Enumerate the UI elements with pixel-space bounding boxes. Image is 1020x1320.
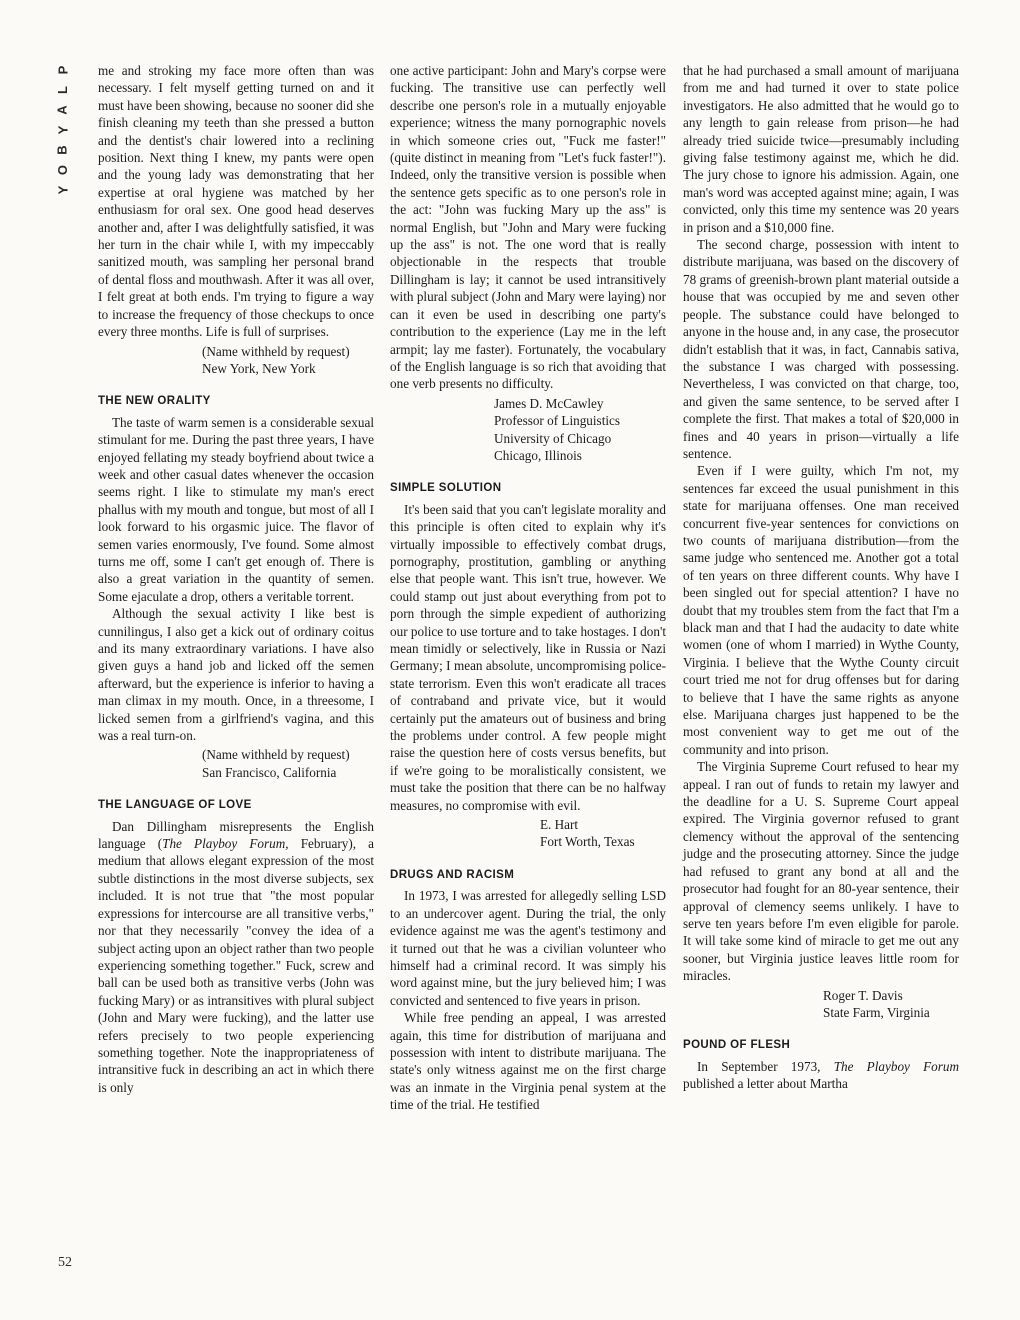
section-heading: POUND OF FLESH xyxy=(683,1039,791,1052)
letter-paragraph: one active participant: John and Mary's corpse were fucking. The transitive use can perfectly well describe one person's role in a mutually enjoyable experience; witness the many pornographic novels in which someone cries out, "Fuck me faster!" (quite distinct in meaning from "Let's fuck faster!"). Indeed, only the transitive version is possible when the sentence gets specific as to one person's role in the act: "John was fucking Mary up the ass" is normal English, but "John and Mary were fucking up the ass" is not. The one word that is really objectionable in the respects that trouble Dillingham is lay; it cannot be used intransitively with plural subject (John and Mary were laying) nor can it even be used in describing one party's contribution to the experience (Lay me in the left armpit; lay me faster). Fortunately, the vocabulary of the English language is so rich that avoiding that one verb presents no difficulty. xyxy=(390,63,666,392)
text-run: In September 1973, xyxy=(697,1058,834,1074)
signature-line: Professor of Linguistics xyxy=(494,413,621,429)
masthead xyxy=(52,62,74,198)
section-heading: DRUGS AND RACISM xyxy=(390,868,515,881)
signature-line: San Francisco, California xyxy=(202,764,337,780)
column-2 xyxy=(390,62,666,1114)
publication-title: The Playboy Forum xyxy=(833,1058,959,1074)
text-run: published a letter about Martha xyxy=(683,1076,848,1092)
signature xyxy=(683,987,959,1022)
letter-paragraph: The Virginia Supreme Court refused to hear my appeal. I ran out of funds to retain my lawyer and the deadline for a U. S. Supreme Court appeal expired. The Virginia governor refused to grant clemency without the approval of the sentencing judge and the prosecuting attorney. Since the judge had refused to grant any bond at all and the prosecutor had fought for an 80-year sentence, their approval of clemency seems unlikely. I have to serve ten years before I'm even eligible for parole. It will take some kind of miracle to get me out any sooner, but Virginia justice leaves little room for miracles. xyxy=(683,759,959,984)
letter-paragraph: While free pending an appeal, I was arrested again, this time for distribution of marijuana and possession with intent to distribute marijuana. The state's only witness against me on the first charge was an inmate in the Virginia penal system at the time of the trial. He testified xyxy=(390,1010,666,1113)
masthead-letter: B xyxy=(54,145,70,155)
signature-line: Roger T. Davis xyxy=(823,987,903,1003)
letter-paragraph xyxy=(683,1058,959,1093)
signature xyxy=(98,746,374,781)
masthead-letter: Y xyxy=(54,125,70,135)
section-heading: SIMPLE SOLUTION xyxy=(390,482,502,495)
section-heading: THE NEW ORALITY xyxy=(98,395,211,408)
signature xyxy=(390,816,666,851)
signature-line: State Farm, Virginia xyxy=(823,1004,930,1020)
signature-line: James D. McCawley xyxy=(494,395,604,411)
signature xyxy=(390,395,666,465)
signature-line: Fort Worth, Texas xyxy=(540,834,635,850)
masthead-letter: P xyxy=(54,65,70,75)
text-run: Dan Dillingham misrepresents the English language ( xyxy=(98,818,374,852)
letter-paragraph xyxy=(98,818,374,1097)
letter-paragraph: Even if I were guilty, which I'm not, my sentences far exceed the usual punishment in this state for marijuana offenses. One man received concurrent five-year sentences for convictions on two counts of marijuana distribution—from the same judge who sentenced me. Another got a total of ten years on three different counts. Why have I been singled out for special attention? I have no doubt that my troubles stem from the fact that I'm a black man and that I had the audacity to date white women (one of whom I married) in Wythe County, Virginia. I believe that the Wythe County circuit court tried me not for drug offenses but for daring to believe that I have the same rights as anyone else. Marijuana charges just happened to be the most convenient way to get me out of the community and into prison. xyxy=(683,463,959,757)
masthead-letter: O xyxy=(55,164,70,176)
page-number: 52 xyxy=(58,1255,72,1270)
signature-line: (Name withheld by request) xyxy=(202,343,350,359)
letter-paragraph: The second charge, possession with intent to distribute marijuana, was based on the discovery of 78 grams of greenish-brown plant material outside a house that was occupied by me and seven other people. The substance could have belonged to anyone in the house and, in any case, the prosecutor didn't establish that it was, in fact, Cannabis sativa, the substance I was charged with possessing. Nevertheless, I was convicted on that charge, too, and given the same sentence, to be served after I complete the first. That makes a total of $20,000 in fines and 40 years in prison—virtually a life sentence. xyxy=(683,237,959,461)
signature-line: Chicago, Illinois xyxy=(494,447,582,463)
letter-paragraph: The taste of warm semen is a considerable sexual stimulant for me. During the past three years, I have enjoyed fellating my steady boyfriend about twice a week and other casual dates whenever the occasion seems right. I like to stimulate my man's erect phallus with my mouth and tongue, but most of all I look forward to his orgasmic juice. The flavor of semen varies enormously, I've found. Some almost turns me off, some I can't get enough of. There is also a great variation in the quantity of semen. Some ejaculate a drop, others a veritable torrent. xyxy=(98,414,374,604)
letter-paragraph: that he had purchased a small amount of marijuana from me and had turned it over to state police investigators. He also admitted that he would go to any length to gain release from prison—he had already tried suicide twice—presumably including giving false testimony against me, which he did. The jury chose to ignore his admission. Again, one man's word was accepted against mine; again, I was convicted, only this time my sentence was 20 years in prison and a $10,000 fine. xyxy=(683,63,959,235)
masthead-letter: A xyxy=(54,105,70,115)
publication-title: The Playboy Forum, xyxy=(162,836,289,852)
signature-line: E. Hart xyxy=(540,817,579,833)
letter-paragraph: me and stroking my face more often than was necessary. I felt myself getting turned on and it must have been showing, because no sooner did she finish cleaning my teeth than she pressed a button and the dentist's chair lowered into a reclining position. Next thing I knew, my pants were open and the young lady was demonstrating that her expertise at oral hygiene was matched by her enthusiasm for oral sex. One good head deserves another and, after I was delightfully satisfied, it was her turn in the chair while I, with my impeccably sanitized mouth, was sampling her personal brand of dental floss and mouthwash. After it was all over, I felt great at both ends. I'm trying to figure a way to increase the frequency of those checkups to once every three months. Life is full of surprises. xyxy=(98,63,374,340)
masthead-letter: Y xyxy=(54,185,70,195)
signature xyxy=(98,343,374,378)
letter-paragraph: Although the sexual activity I like best is cunnilingus, I also get a kick out of ordinary coitus and its many extraordinary variations. I have also given guys a hand job and licked off the semen afterward, but the experience is inferior to having a man climax in my mouth. Once, in a threesome, I licked semen from a girlfriend's vagina, and this was a real turn-on. xyxy=(98,606,374,744)
masthead-letter: L xyxy=(54,86,70,94)
signature-line: University of Chicago xyxy=(494,430,612,446)
letter-paragraph: In 1973, I was arrested for allegedly selling LSD to an undercover agent. During the trial, the only evidence against me was the agent's testimony and it turned out that he was a civilian volunteer who himself had a criminal record. It was simply his word against mine, but the jury believed him; I was convicted and sentenced to five years in prison. xyxy=(390,888,666,1008)
section-heading: THE LANGUAGE OF LOVE xyxy=(98,799,252,812)
letter-paragraph: It's been said that you can't legislate morality and this principle is often cited to explain why it's virtually impossible to effectively combat drugs, pornography, prostitution, gambling or anything else that people want. This isn't true, however. We could stamp out just about everything from pot to porn through the simple expedient of authorizing our police to use torture and to take hostages. I don't mean timidly or selectively, like in Russia or Nazi Germany; I mean absolute, uncompromising police-state terrorism. Even this won't eradicate all traces of contraband and private vice, but it would certainly put the amateurs out of business and bring the problems under control. A few people might raise the question here of costs versus benefits, but if we're going to be moralistically consistent, we must take the position that there can be no halfway measures, no compromise with evil. xyxy=(390,501,666,813)
text-run: February), a medium that allows elegant expression of the most subtle distinctions in the most diverse subjects, sex included. It is not true that "the most popular expressions for intercourse are all transitive verbs," nor that they necessarily "convey the idea of a subject acting upon an object rather than two people experiencing something together." Fuck, screw and ball can be used both as transitive verbs (John was fucking Mary) or as intransitives with plural subject (John and Mary were fucking), and the latter use refers precisely to two people experiencing something together. Note the inappropriateness of intransitive fuck in describing an act in which there is only xyxy=(98,836,374,1095)
column-3 xyxy=(683,62,959,1093)
signature-line: New York, New York xyxy=(202,360,316,376)
signature-line: (Name withheld by request) xyxy=(202,747,350,763)
column-1 xyxy=(98,62,374,1096)
